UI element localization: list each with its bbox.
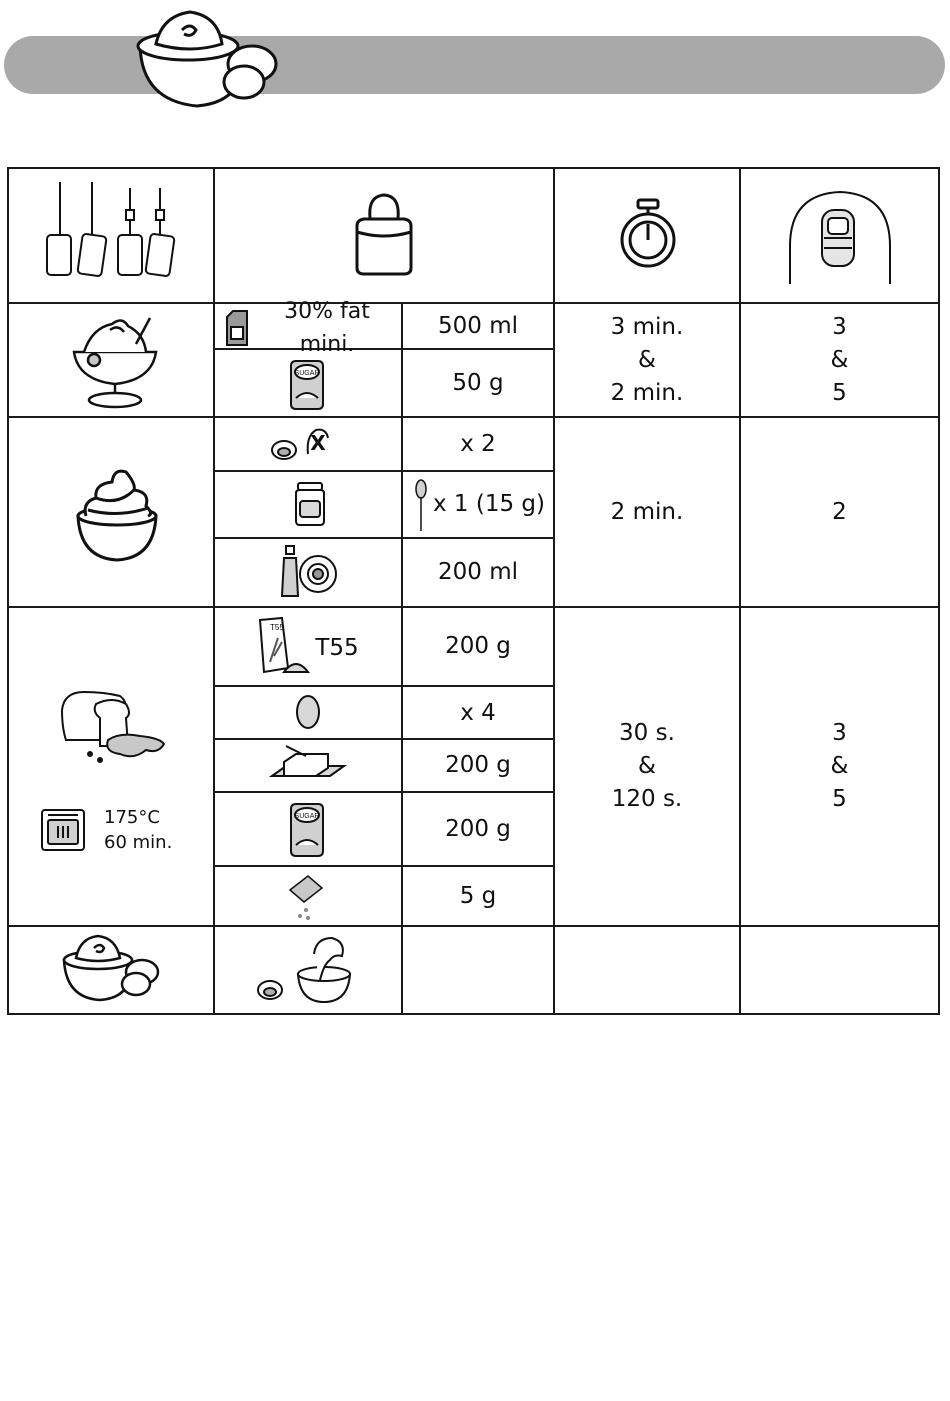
spoon-icon: [413, 479, 429, 535]
sugar-bag-text: SUGAR: [294, 813, 320, 820]
mayonnaise-bowl-icon: [74, 466, 160, 562]
time-separator: &: [638, 753, 656, 779]
speed-value: 5: [832, 379, 847, 406]
ingredient-quantity: 200 g: [445, 633, 511, 659]
sunflower-oil-icon: [278, 544, 338, 600]
sugar-bag-icon: [288, 358, 326, 412]
egg-icon: [294, 692, 322, 732]
time-separator: &: [638, 346, 656, 373]
sugar-bag-icon: [288, 801, 326, 859]
cream-carton-icon: [225, 309, 251, 347]
sugar-bag-text: SUGAR: [294, 370, 320, 377]
egg-yolk-icon: [270, 424, 336, 464]
ingredient-quantity: 50 g: [452, 369, 504, 396]
speed-value: 3: [832, 720, 847, 746]
flour-bag-text: T55: [270, 623, 284, 632]
ingredient-quantity: 200 g: [445, 752, 511, 778]
mixer-speed: [740, 607, 939, 926]
oven-icon: [40, 808, 86, 852]
ingredient-quantity: x 1 (15 g): [433, 490, 545, 517]
mixer-speed: [740, 303, 939, 417]
time-value: 2 min.: [610, 379, 684, 406]
cake-loaf-icon: [60, 688, 170, 764]
ingredient-quantity: x 2: [460, 430, 496, 457]
whipped-cream-glass-icon: [70, 314, 160, 410]
mixing-time: [554, 607, 740, 926]
mixing-time: 2 min.: [610, 498, 684, 525]
mixer-speed: 2: [832, 498, 847, 525]
time-value: 3 min.: [610, 313, 684, 340]
butter-icon: [270, 742, 346, 788]
ingredient-quantity: 200 g: [445, 815, 511, 842]
flour-bag-icon: [248, 616, 310, 678]
speed-value: 3: [832, 313, 847, 340]
ingredient-quantity: 5 g: [459, 882, 497, 909]
ingredient-quantity: 500 ml: [437, 312, 518, 339]
mustard-jar-icon: [292, 481, 328, 527]
speed-separator: &: [830, 753, 849, 779]
time-value: 30 s.: [619, 720, 675, 746]
baking-powder-icon: [286, 872, 326, 922]
mixing-bowl-with-eggs-icon: [60, 932, 164, 1004]
time-value: 120 s.: [611, 786, 683, 812]
mixing-time: [554, 303, 740, 417]
speed-separator: &: [830, 346, 849, 373]
ingredient-quantity: x 4: [460, 700, 496, 726]
ingredient-label: T55: [315, 634, 359, 661]
hand-mixer-speed-icon: [788, 186, 892, 286]
weight-icon: [354, 192, 414, 278]
oven-temperature: 175°C: [104, 807, 160, 828]
oven-settings: [104, 805, 172, 855]
ingredient-quantity: 200 ml: [437, 559, 518, 585]
beater-attachments-icon: [40, 180, 180, 290]
your-recipe-icon: [254, 934, 356, 1004]
speed-value: 5: [832, 786, 847, 812]
exclusion-mark: X: [310, 431, 326, 455]
oven-time: 60 min.: [104, 832, 173, 853]
stopwatch-icon: [618, 198, 678, 270]
ingredient-label: 30% fat mini.: [284, 299, 370, 357]
